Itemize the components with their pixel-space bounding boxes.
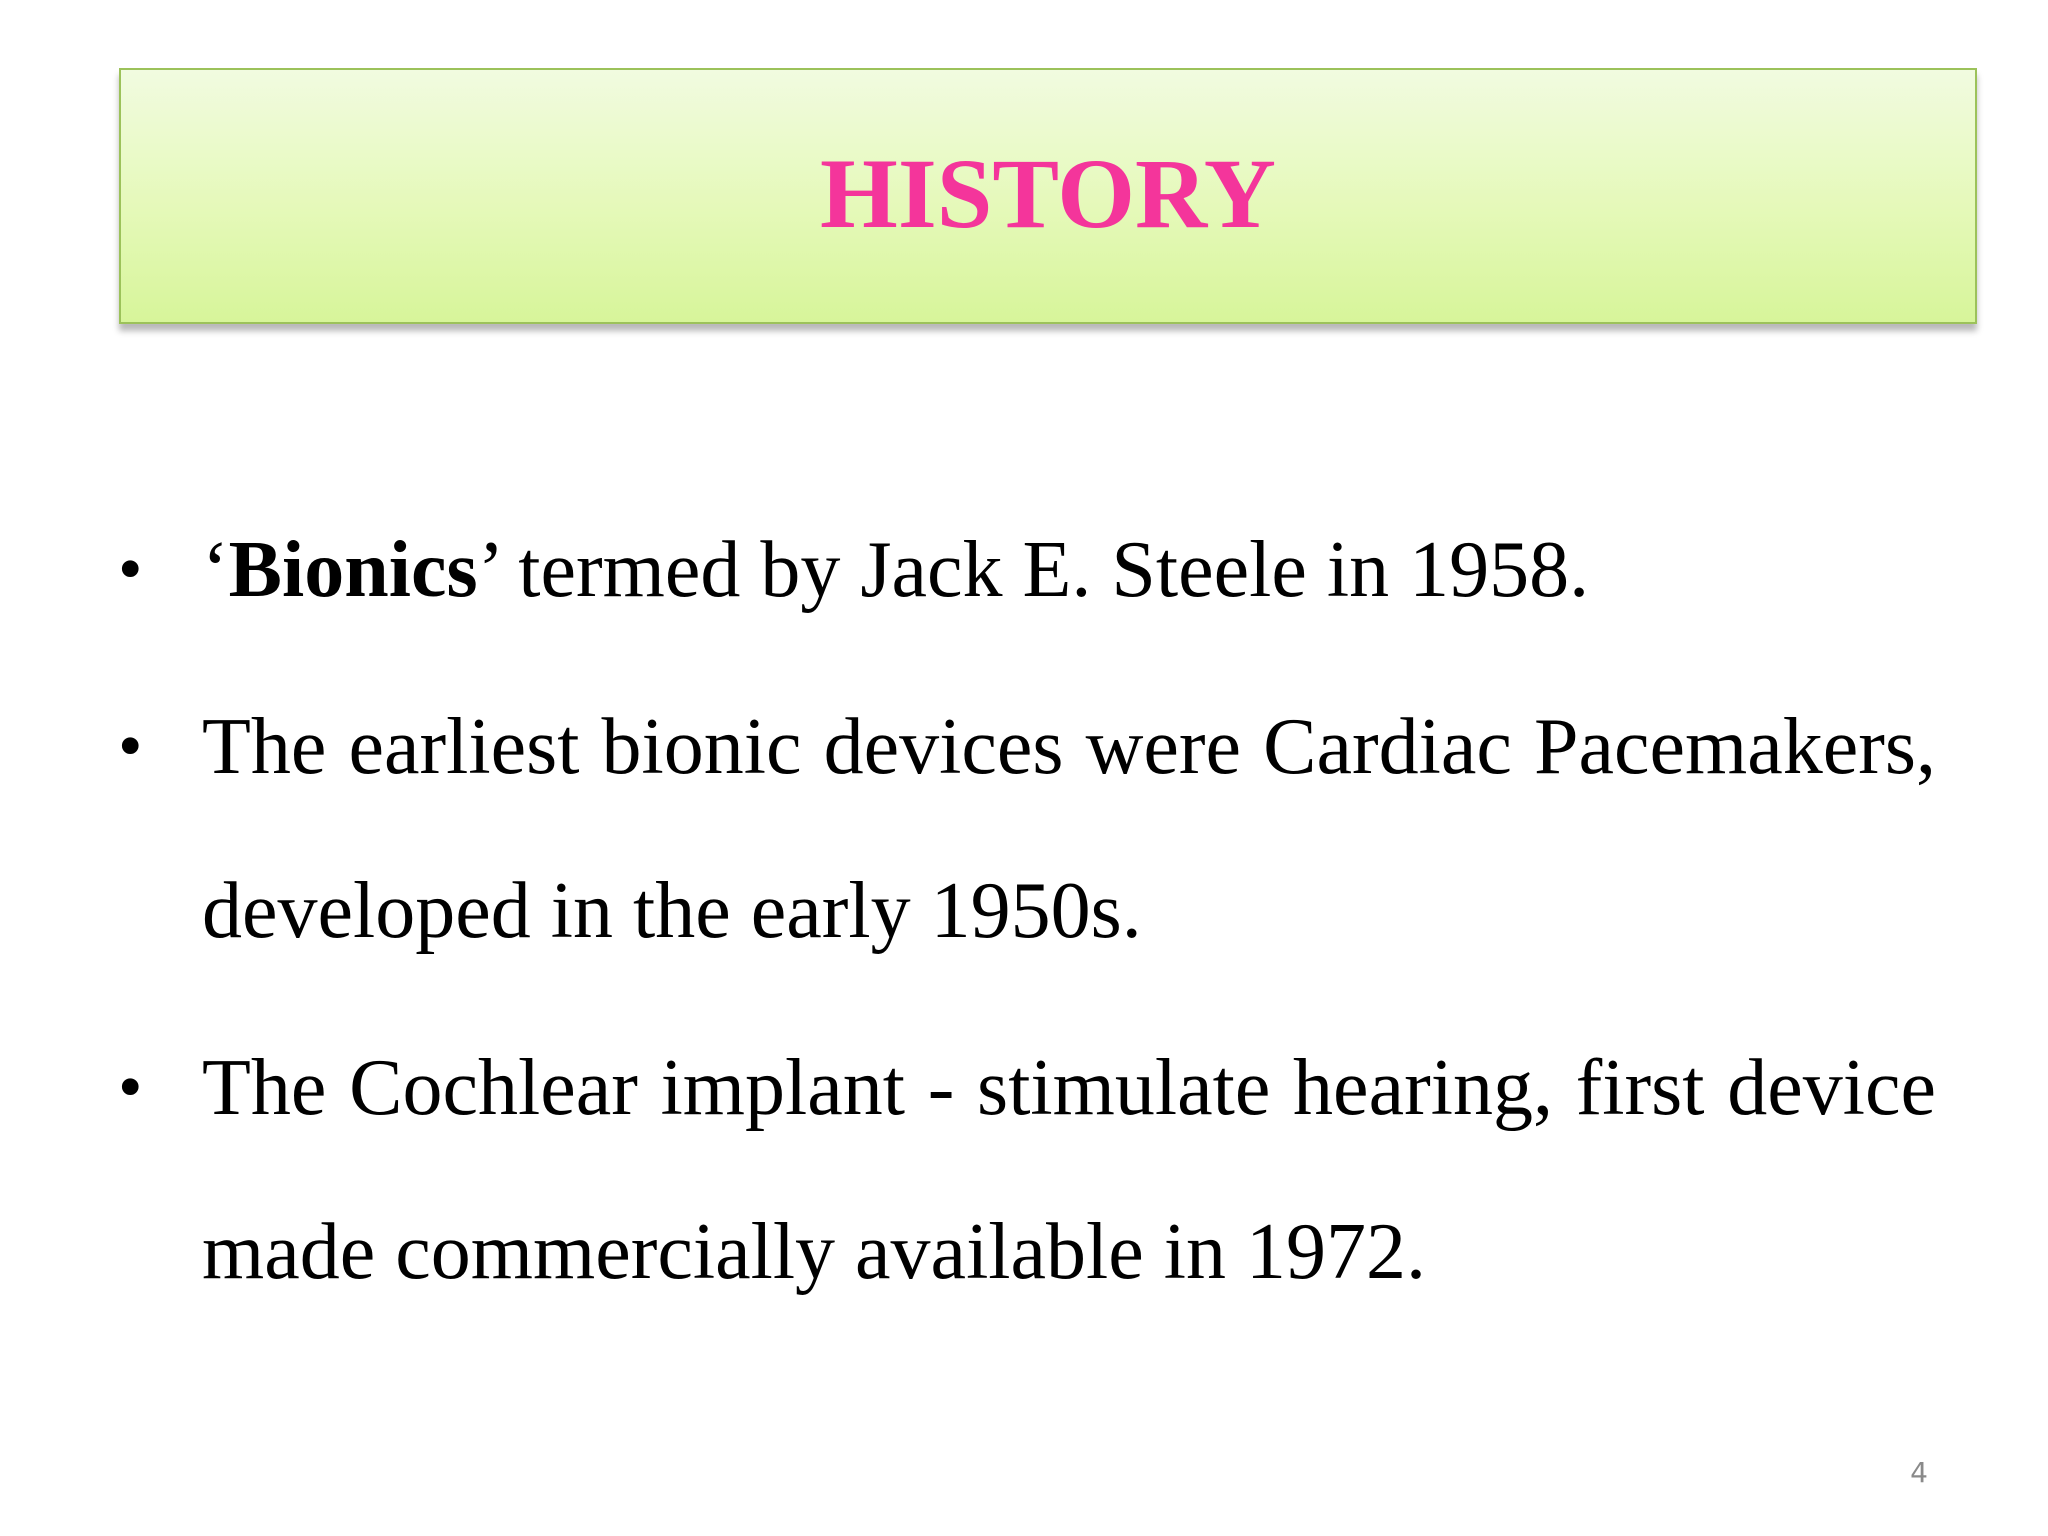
bullet-icon: • (118, 1049, 143, 1126)
bullet-icon: • (118, 531, 143, 608)
bullet-text: The Cochlear implant - stimulate hearing, first device made commercially available in 1972. (202, 1044, 1936, 1296)
bullet-list (118, 488, 1936, 1334)
bullet-icon: • (118, 708, 143, 785)
bullet-item-cochlear (118, 1006, 1936, 1334)
bullet-item-pacemakers (118, 665, 1936, 993)
bullet-text: ’ termed by Jack E. Steele in 1958. (477, 526, 1590, 614)
open-quote: ‘ (202, 526, 229, 614)
bullet-text: The earliest bionic devices were Cardiac Pacemakers, developed in the early 1950s. (202, 703, 1936, 955)
title-box (119, 68, 1977, 324)
bullet-item-bionics (118, 488, 1936, 652)
bold-term: Bionics (228, 526, 478, 614)
page-number: 4 (1910, 1456, 1928, 1489)
slide-title: HISTORY (820, 138, 1276, 249)
